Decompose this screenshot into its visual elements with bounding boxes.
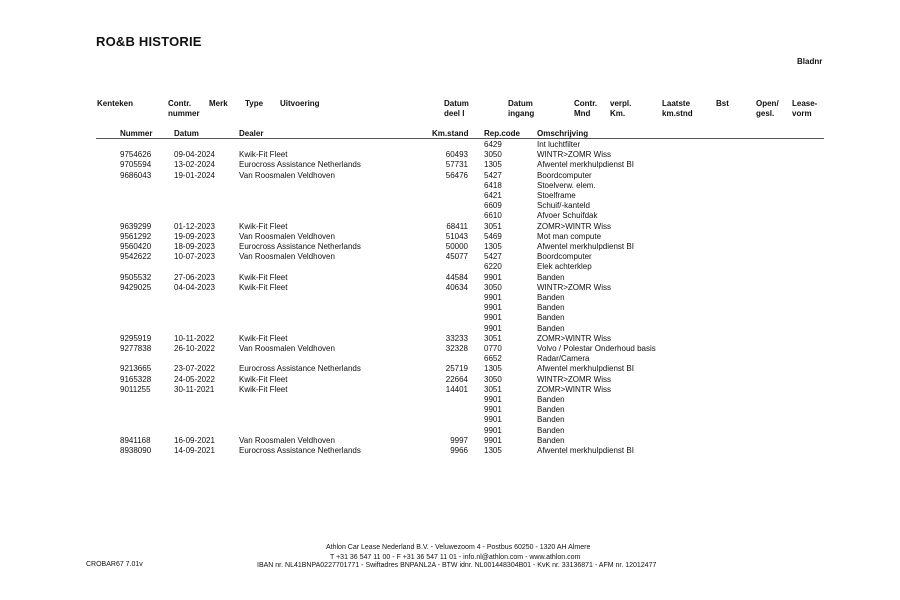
cell-nummer: 8941168 bbox=[120, 435, 151, 445]
cell-repcode: 9901 bbox=[484, 293, 502, 302]
cell-repcode: 9901 bbox=[484, 405, 502, 415]
cell-repcode: 3050 bbox=[484, 374, 502, 384]
cell-omschrijving: Schuif/-kanteld bbox=[537, 201, 590, 211]
table-row bbox=[0, 140, 900, 150]
cell-dealer: Van Roosmalen Veldhoven bbox=[239, 231, 335, 241]
cell-kmstand: 22664 bbox=[445, 374, 468, 384]
table-row bbox=[0, 395, 900, 405]
cell-datum: 09-04-2024 bbox=[174, 150, 215, 160]
cell-repcode: 9901 bbox=[484, 435, 502, 445]
header-divider bbox=[96, 138, 824, 139]
cell-kmstand: 50000 bbox=[445, 242, 468, 251]
cell-omschrijving: ZOMR>WINTR Wiss bbox=[537, 221, 611, 231]
header-lease-vorm: Lease- vorm bbox=[792, 99, 818, 118]
cell-omschrijving: Banden bbox=[537, 395, 565, 404]
cell-omschrijving: Afwentel merkhulpdienst BI bbox=[537, 446, 634, 455]
cell-omschrijving: Mot man compute bbox=[537, 231, 602, 241]
cell-dealer: Eurocross Assistance Netherlands bbox=[239, 160, 361, 170]
cell-omschrijving: Volvo / Polestar Onderhoud basis bbox=[537, 344, 656, 353]
cell-repcode: 3051 bbox=[484, 384, 502, 394]
header-type: Type bbox=[245, 99, 264, 108]
table-row bbox=[0, 303, 900, 313]
cell-dealer: Van Roosmalen Veldhoven bbox=[239, 435, 335, 445]
cell-repcode: 1305 bbox=[484, 446, 502, 455]
form-code: CROBAR67 7.01v bbox=[86, 561, 143, 568]
table-row bbox=[0, 385, 900, 395]
cell-datum: 13-02-2024 bbox=[174, 160, 215, 170]
cell-kmstand: 51043 bbox=[445, 231, 468, 241]
cell-omschrijving: ZOMR>WINTR Wiss bbox=[537, 333, 611, 343]
cell-repcode: 6220 bbox=[484, 262, 502, 272]
cell-repcode: 1305 bbox=[484, 242, 502, 251]
cell-nummer: 9639299 bbox=[120, 221, 152, 231]
cell-omschrijving: Banden bbox=[537, 405, 565, 415]
table-row bbox=[0, 181, 900, 191]
cell-omschrijving: Int luchtfilter bbox=[537, 140, 581, 149]
cell-omschrijving: Banden bbox=[537, 272, 565, 282]
cell-datum: 19-09-2023 bbox=[174, 231, 215, 241]
header-open-gesl: Open/ gesl. bbox=[756, 99, 779, 118]
table-row bbox=[0, 160, 900, 170]
table-row bbox=[0, 211, 900, 221]
table-row bbox=[0, 415, 900, 425]
cell-repcode: 9901 bbox=[484, 313, 502, 323]
cell-dealer: Kwik-Fit Fleet bbox=[239, 272, 288, 282]
footer-address: Athlon Car Lease Nederland B.V. - Veluwezoom 4 - Postbus 60250 - 1320 AH Almere bbox=[326, 544, 591, 551]
cell-nummer: 9754626 bbox=[120, 150, 152, 160]
table-row bbox=[0, 283, 900, 293]
cell-kmstand: 45077 bbox=[445, 252, 468, 262]
table-row bbox=[0, 446, 900, 456]
cell-kmstand: 57731 bbox=[445, 160, 468, 170]
cell-omschrijving: Elek achterklep bbox=[537, 262, 592, 272]
cell-dealer: Kwik-Fit Fleet bbox=[239, 282, 288, 292]
cell-repcode: 9901 bbox=[484, 425, 502, 435]
table-row bbox=[0, 171, 900, 181]
cell-nummer: 9560420 bbox=[120, 242, 152, 251]
cell-datum: 19-01-2024 bbox=[174, 170, 215, 180]
cell-dealer: Kwik-Fit Fleet bbox=[239, 333, 288, 343]
cell-nummer: 9011255 bbox=[120, 384, 151, 394]
footer-contact: T +31 36 547 11 00 - F +31 36 547 11 01 - info.nl@athlon.com - www.athlon.com bbox=[330, 554, 581, 561]
cell-dealer: Kwik-Fit Fleet bbox=[239, 150, 288, 160]
cell-omschrijving: Boordcomputer bbox=[537, 170, 592, 180]
header-contr-mnd: Contr. Mnd bbox=[574, 99, 598, 118]
cell-dealer: Van Roosmalen Veldhoven bbox=[239, 170, 335, 180]
cell-dealer: Van Roosmalen Veldhoven bbox=[239, 252, 335, 262]
cell-datum: 18-09-2023 bbox=[174, 242, 215, 251]
cell-omschrijving: Banden bbox=[537, 435, 565, 445]
table-row bbox=[0, 375, 900, 385]
cell-nummer: 9295919 bbox=[120, 333, 152, 343]
cell-dealer: Eurocross Assistance Netherlands bbox=[239, 446, 361, 455]
cell-datum: 04-04-2023 bbox=[174, 282, 215, 292]
cell-kmstand: 9997 bbox=[450, 435, 468, 445]
cell-repcode: 6421 bbox=[484, 191, 502, 200]
cell-repcode: 9901 bbox=[484, 415, 502, 425]
cell-kmstand: 60493 bbox=[445, 150, 468, 160]
header-uitvoering: Uitvoering bbox=[280, 99, 320, 108]
cell-repcode: 6418 bbox=[484, 180, 502, 190]
table-row bbox=[0, 191, 900, 201]
cell-repcode: 9901 bbox=[484, 395, 502, 404]
cell-nummer: 9686043 bbox=[120, 170, 152, 180]
header-laatste-km: Laatste km.stnd bbox=[662, 99, 693, 118]
table-row bbox=[0, 344, 900, 354]
cell-omschrijving: Afwentel merkhulpdienst BI bbox=[537, 242, 634, 251]
cell-dealer: Kwik-Fit Fleet bbox=[239, 374, 288, 384]
header-contr-nummer: Contr. nummer bbox=[168, 99, 200, 118]
cell-omschrijving: Banden bbox=[537, 415, 565, 425]
cell-datum: 10-11-2022 bbox=[174, 333, 215, 343]
cell-kmstand: 9966 bbox=[450, 446, 468, 455]
table-row bbox=[0, 222, 900, 232]
table-row bbox=[0, 313, 900, 323]
header-dealer: Dealer bbox=[239, 129, 264, 138]
header-bst: Bst bbox=[716, 99, 729, 108]
cell-omschrijving: Radar/Camera bbox=[537, 354, 590, 364]
header-kmstand: Km.stand bbox=[432, 129, 469, 138]
cell-repcode: 3050 bbox=[484, 150, 502, 160]
table-row bbox=[0, 273, 900, 283]
header-verpl-km: verpl. Km. bbox=[610, 99, 632, 118]
bladnr-label: Bladnr bbox=[797, 57, 823, 66]
cell-kmstand: 14401 bbox=[445, 384, 468, 394]
cell-repcode: 1305 bbox=[484, 160, 502, 170]
cell-omschrijving: WINTR>ZOMR Wiss bbox=[537, 282, 611, 292]
cell-dealer: Van Roosmalen Veldhoven bbox=[239, 344, 335, 353]
cell-nummer: 9561292 bbox=[120, 231, 152, 241]
cell-repcode: 0770 bbox=[484, 344, 502, 353]
table-row bbox=[0, 436, 900, 446]
cell-omschrijving: Stoelframe bbox=[537, 191, 576, 200]
cell-dealer: Eurocross Assistance Netherlands bbox=[239, 242, 361, 251]
cell-repcode: 6429 bbox=[484, 140, 502, 149]
cell-datum: 27-06-2023 bbox=[174, 272, 215, 282]
cell-omschrijving: Banden bbox=[537, 303, 565, 313]
cell-repcode: 6609 bbox=[484, 201, 502, 211]
header-repcode: Rep.code bbox=[484, 129, 521, 138]
cell-omschrijving: Afwentel merkhulpdienst BI bbox=[537, 364, 634, 374]
cell-nummer: 9542622 bbox=[120, 252, 152, 262]
table-row bbox=[0, 252, 900, 262]
header-datum: Datum bbox=[174, 129, 199, 138]
cell-kmstand: 40634 bbox=[445, 282, 468, 292]
cell-datum: 30-11-2021 bbox=[174, 384, 215, 394]
table-row bbox=[0, 201, 900, 211]
cell-omschrijving: Banden bbox=[537, 293, 565, 302]
footer-bank: IBAN nr. NL41BNPA0227701771 - Swiftadres BNPANL2A - BTW idnr. NL001448304B01 - KvK nr. 33136871 - AFM nr. 12012477 bbox=[257, 562, 657, 569]
table-row bbox=[0, 324, 900, 334]
cell-dealer: Kwik-Fit Fleet bbox=[239, 384, 288, 394]
cell-repcode: 1305 bbox=[484, 364, 502, 374]
cell-repcode: 5427 bbox=[484, 252, 502, 262]
table-row bbox=[0, 242, 900, 252]
page-title: RO&B HISTORIE bbox=[96, 34, 202, 49]
cell-omschrijving: Banden bbox=[537, 425, 565, 435]
table-row bbox=[0, 405, 900, 415]
cell-omschrijving: Afvoer Schuifdak bbox=[537, 211, 598, 221]
cell-nummer: 9213665 bbox=[120, 364, 152, 374]
cell-omschrijving: Afwentel merkhulpdienst BI bbox=[537, 160, 634, 170]
cell-nummer: 9165328 bbox=[120, 374, 152, 384]
cell-repcode: 9901 bbox=[484, 303, 502, 313]
cell-datum: 14-09-2021 bbox=[174, 446, 215, 455]
cell-kmstand: 32328 bbox=[445, 344, 468, 353]
table-row bbox=[0, 232, 900, 242]
cell-repcode: 5427 bbox=[484, 170, 502, 180]
cell-datum: 24-05-2022 bbox=[174, 374, 215, 384]
cell-repcode: 9901 bbox=[484, 323, 502, 333]
cell-datum: 26-10-2022 bbox=[174, 344, 215, 353]
cell-nummer: 8938090 bbox=[120, 446, 152, 455]
cell-kmstand: 44584 bbox=[445, 272, 468, 282]
header-merk: Merk bbox=[209, 99, 228, 108]
cell-repcode: 3050 bbox=[484, 282, 502, 292]
cell-nummer: 9705594 bbox=[120, 160, 152, 170]
cell-datum: 10-07-2023 bbox=[174, 252, 215, 262]
cell-nummer: 9277838 bbox=[120, 344, 152, 353]
cell-omschrijving: Boordcomputer bbox=[537, 252, 592, 262]
cell-datum: 01-12-2023 bbox=[174, 221, 215, 231]
cell-repcode: 6652 bbox=[484, 354, 502, 364]
cell-kmstand: 25719 bbox=[445, 364, 468, 374]
table-row bbox=[0, 150, 900, 160]
cell-datum: 16-09-2021 bbox=[174, 435, 215, 445]
cell-kmstand: 33233 bbox=[445, 333, 468, 343]
header-datum-ingang: Datum ingang bbox=[508, 99, 535, 118]
table-row bbox=[0, 354, 900, 364]
cell-repcode: 3051 bbox=[484, 333, 502, 343]
table-row bbox=[0, 426, 900, 436]
cell-datum: 23-07-2022 bbox=[174, 364, 215, 374]
table-row bbox=[0, 334, 900, 344]
table-row bbox=[0, 293, 900, 303]
header-datum-deel: Datum deel I bbox=[444, 99, 469, 118]
cell-omschrijving: ZOMR>WINTR Wiss bbox=[537, 384, 611, 394]
cell-repcode: 5469 bbox=[484, 231, 502, 241]
cell-dealer: Eurocross Assistance Netherlands bbox=[239, 364, 361, 374]
header-kenteken: Kenteken bbox=[97, 99, 134, 108]
cell-kmstand: 68411 bbox=[446, 221, 468, 231]
header-nummer: Nummer bbox=[120, 129, 153, 138]
cell-dealer: Kwik-Fit Fleet bbox=[239, 221, 288, 231]
cell-omschrijving: WINTR>ZOMR Wiss bbox=[537, 150, 611, 160]
table-row bbox=[0, 262, 900, 272]
cell-nummer: 9505532 bbox=[120, 272, 152, 282]
cell-repcode: 6610 bbox=[484, 211, 502, 221]
cell-kmstand: 56476 bbox=[445, 170, 468, 180]
table-row bbox=[0, 364, 900, 374]
header-omschrijving: Omschrijving bbox=[537, 129, 589, 138]
cell-omschrijving: Stoelverw. elem. bbox=[537, 180, 596, 190]
cell-nummer: 9429025 bbox=[120, 282, 152, 292]
cell-omschrijving: Banden bbox=[537, 313, 565, 323]
cell-repcode: 3051 bbox=[484, 221, 502, 231]
cell-omschrijving: WINTR>ZOMR Wiss bbox=[537, 374, 611, 384]
cell-repcode: 9901 bbox=[484, 272, 502, 282]
cell-omschrijving: Banden bbox=[537, 323, 565, 333]
